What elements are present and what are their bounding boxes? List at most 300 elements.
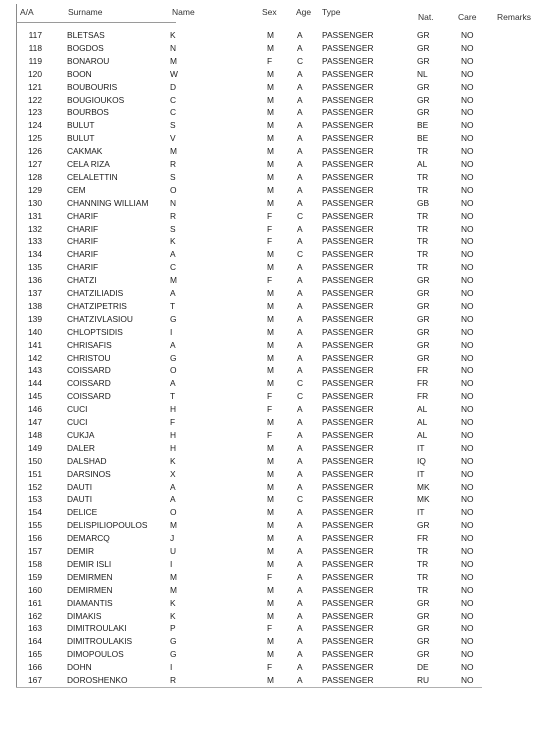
row-sex: F — [267, 429, 273, 440]
row-nationality: GR — [417, 55, 430, 66]
row-name-initial: T — [170, 300, 176, 311]
row-care: NO — [461, 675, 474, 685]
row-name-initial: K — [170, 30, 176, 40]
row-sex: M — [267, 610, 274, 621]
row-number: 140 — [28, 326, 42, 337]
row-care: NO — [461, 520, 474, 531]
row-type: PASSENGER — [322, 262, 374, 273]
row-number: 136 — [28, 275, 42, 286]
row-nationality: GR — [417, 300, 430, 311]
row-nationality: BE — [417, 133, 429, 144]
row-nationality: FR — [417, 391, 429, 402]
row-type: PASSENGER — [322, 675, 374, 685]
row-nationality: GR — [417, 326, 430, 337]
row-nationality: GR — [417, 610, 430, 621]
row-surname: CUKJA — [67, 429, 95, 440]
row-number: 164 — [28, 636, 42, 647]
row-age: A — [297, 352, 303, 363]
row-care: NO — [461, 378, 474, 389]
table-row — [0, 493, 545, 505]
row-age: A — [297, 468, 303, 479]
table-row — [0, 106, 545, 118]
row-number: 142 — [28, 352, 42, 363]
row-name-initial: I — [170, 326, 173, 337]
row-nationality: FR — [417, 533, 429, 544]
table-row — [0, 300, 545, 312]
row-type: PASSENGER — [322, 197, 374, 208]
row-type: PASSENGER — [322, 662, 374, 673]
row-sex: M — [267, 197, 274, 208]
row-care: NO — [461, 249, 474, 260]
row-type: PASSENGER — [322, 597, 374, 608]
row-age: C — [297, 249, 304, 260]
table-row — [0, 442, 545, 454]
row-type: PASSENGER — [322, 249, 374, 260]
table-row — [0, 610, 545, 622]
row-care: NO — [461, 262, 474, 273]
row-age: A — [297, 133, 303, 144]
row-nationality: TR — [417, 184, 429, 195]
row-age: A — [297, 610, 303, 621]
row-surname: CHARIF — [67, 262, 99, 273]
row-sex: M — [267, 300, 274, 311]
row-age: A — [297, 584, 303, 595]
row-age: A — [297, 288, 303, 298]
row-surname: CELALETTIN — [67, 171, 118, 182]
table-row — [0, 506, 545, 518]
row-surname: COISSARD — [67, 378, 111, 389]
row-sex: M — [267, 326, 274, 337]
row-age: A — [297, 597, 303, 608]
row-type: PASSENGER — [322, 404, 374, 415]
row-name-initial: N — [170, 197, 177, 208]
row-sex: M — [267, 468, 274, 479]
row-number: 120 — [28, 68, 42, 79]
row-name-initial: K — [170, 236, 176, 247]
row-type: PASSENGER — [322, 533, 374, 544]
row-type: PASSENGER — [322, 623, 374, 634]
row-sex: M — [267, 481, 274, 492]
row-name-initial: S — [170, 171, 176, 182]
row-sex: M — [267, 365, 274, 376]
row-nationality: GR — [417, 81, 430, 92]
row-age: A — [297, 571, 303, 582]
row-sex: F — [267, 275, 273, 286]
table-row — [0, 352, 545, 364]
row-type: PASSENGER — [322, 339, 374, 350]
row-age: A — [297, 481, 303, 492]
row-name-initial: P — [170, 623, 176, 634]
table-row — [0, 210, 545, 222]
row-care: NO — [461, 558, 474, 569]
row-number: 145 — [28, 391, 42, 402]
row-care: NO — [461, 339, 474, 350]
row-type: PASSENGER — [322, 571, 374, 582]
row-care: NO — [461, 288, 474, 298]
row-number: 119 — [28, 55, 42, 66]
row-age: C — [297, 494, 304, 505]
row-care: NO — [461, 300, 474, 311]
row-sex: F — [267, 391, 273, 402]
row-sex: F — [267, 571, 273, 582]
row-surname: CHRISTOU — [67, 352, 111, 363]
table-row — [0, 68, 545, 80]
row-sex: M — [267, 417, 274, 427]
row-name-initial: C — [170, 107, 177, 118]
row-age: A — [297, 533, 303, 544]
row-name-initial: A — [170, 378, 176, 389]
row-type: PASSENGER — [322, 236, 374, 247]
header-underline — [16, 22, 176, 23]
row-name-initial: W — [170, 68, 178, 79]
row-care: NO — [461, 275, 474, 286]
row-age: A — [297, 30, 303, 40]
row-age: A — [297, 675, 303, 685]
row-name-initial: M — [170, 146, 177, 157]
row-care: NO — [461, 417, 474, 427]
row-surname: BOUBOURIS — [67, 81, 118, 92]
row-type: PASSENGER — [322, 275, 374, 286]
header-remarks: Remarks — [497, 12, 532, 22]
table-row — [0, 416, 545, 428]
row-nationality: TR — [417, 584, 429, 595]
row-type: PASSENGER — [322, 558, 374, 569]
row-type: PASSENGER — [322, 30, 374, 40]
row-surname: CHARIF — [67, 223, 99, 234]
row-number: 165 — [28, 649, 42, 660]
row-nationality: GB — [417, 197, 430, 208]
row-name-initial: S — [170, 223, 176, 234]
row-surname: BOON — [67, 68, 92, 79]
row-age: A — [297, 404, 303, 415]
header-nat: Nat. — [418, 12, 434, 22]
row-type: PASSENGER — [322, 481, 374, 492]
row-surname: CHRISAFIS — [67, 339, 112, 350]
row-type: PASSENGER — [322, 610, 374, 621]
row-age: A — [297, 546, 303, 556]
row-age: A — [297, 339, 303, 350]
table-row — [0, 532, 545, 544]
row-nationality: NL — [417, 68, 428, 79]
header-name: Name — [172, 7, 195, 17]
row-surname: DALSHAD — [67, 455, 107, 466]
row-surname: BOUGIOUKOS — [67, 94, 125, 105]
row-sex: F — [267, 662, 273, 673]
row-sex: M — [267, 494, 274, 505]
row-surname: CHARIF — [67, 236, 99, 247]
row-care: NO — [461, 326, 474, 337]
row-nationality: GR — [417, 313, 430, 324]
table-row — [0, 158, 545, 170]
row-age: A — [297, 68, 303, 79]
row-name-initial: M — [170, 275, 177, 286]
row-sex: M — [267, 107, 274, 118]
row-number: 147 — [28, 417, 42, 427]
row-care: NO — [461, 210, 474, 221]
table-row — [0, 184, 545, 196]
row-care: NO — [461, 662, 474, 673]
table-row — [0, 558, 545, 570]
row-number: 133 — [28, 236, 42, 247]
row-surname: CHARIF — [67, 210, 99, 221]
row-age: A — [297, 649, 303, 660]
row-number: 134 — [28, 249, 42, 260]
row-name-initial: C — [170, 262, 177, 273]
row-nationality: IT — [417, 442, 425, 453]
table-row — [0, 313, 545, 325]
row-sex: M — [267, 649, 274, 660]
row-age: A — [297, 197, 303, 208]
row-care: NO — [461, 107, 474, 118]
row-surname: BOURBOS — [67, 107, 109, 118]
row-care: NO — [461, 81, 474, 92]
row-sex: M — [267, 68, 274, 79]
table-row — [0, 81, 545, 93]
row-number: 123 — [28, 107, 42, 118]
row-care: NO — [461, 68, 474, 79]
row-name-initial: R — [170, 159, 177, 169]
row-nationality: FR — [417, 378, 429, 389]
row-sex: M — [267, 30, 274, 40]
row-number: 159 — [28, 571, 42, 582]
row-surname: COISSARD — [67, 391, 111, 402]
table-row — [0, 584, 545, 596]
row-number: 151 — [28, 468, 42, 479]
row-care: NO — [461, 404, 474, 415]
row-age: A — [297, 662, 303, 673]
table-row — [0, 145, 545, 157]
row-surname: DIMAKIS — [67, 610, 102, 621]
row-sex: M — [267, 558, 274, 569]
row-sex: M — [267, 352, 274, 363]
header-surname: Surname — [68, 7, 103, 17]
row-name-initial: O — [170, 365, 177, 376]
row-age: A — [297, 455, 303, 466]
row-number: 131 — [28, 210, 42, 221]
row-age: A — [297, 623, 303, 634]
row-type: PASSENGER — [322, 300, 374, 311]
row-number: 127 — [28, 159, 42, 169]
table-row — [0, 429, 545, 441]
row-number: 125 — [28, 133, 42, 144]
row-number: 129 — [28, 184, 42, 195]
row-age: C — [297, 210, 304, 221]
row-surname: DELICE — [67, 507, 98, 518]
row-care: NO — [461, 546, 474, 556]
row-sex: M — [267, 597, 274, 608]
row-surname: DAUTI — [67, 494, 93, 505]
row-care: NO — [461, 597, 474, 608]
row-name-initial: C — [170, 94, 177, 105]
row-age: A — [297, 159, 303, 169]
row-name-initial: R — [170, 210, 177, 221]
row-surname: CHATZIPETRIS — [67, 300, 127, 311]
row-surname: DOROSHENKO — [67, 675, 128, 685]
table-row — [0, 274, 545, 286]
row-type: PASSENGER — [322, 223, 374, 234]
row-age: A — [297, 365, 303, 376]
row-type: PASSENGER — [322, 429, 374, 440]
row-sex: M — [267, 339, 274, 350]
row-number: 137 — [28, 288, 42, 298]
row-number: 161 — [28, 597, 42, 608]
row-surname: DEMIR — [67, 546, 94, 556]
row-age: C — [297, 391, 304, 402]
row-number: 139 — [28, 313, 42, 324]
row-age: A — [297, 146, 303, 157]
row-surname: CHANNING WILLIAM — [67, 197, 149, 208]
row-type: PASSENGER — [322, 494, 374, 505]
table-row — [0, 42, 545, 54]
row-age: A — [297, 275, 303, 286]
row-name-initial: F — [170, 417, 176, 427]
table-row — [0, 29, 545, 41]
table-row — [0, 248, 545, 260]
row-nationality: TR — [417, 571, 429, 582]
row-name-initial: K — [170, 610, 176, 621]
table-row — [0, 287, 545, 299]
row-number: 153 — [28, 494, 42, 505]
table-row — [0, 468, 545, 480]
row-sex: M — [267, 507, 274, 518]
row-number: 143 — [28, 365, 42, 376]
row-name-initial: G — [170, 649, 177, 660]
row-nationality: GR — [417, 649, 430, 660]
table-row — [0, 648, 545, 660]
row-surname: CEM — [67, 184, 86, 195]
row-sex: M — [267, 520, 274, 531]
row-age: C — [297, 378, 304, 389]
table-row — [0, 390, 545, 402]
row-number: 144 — [28, 378, 42, 389]
table-row — [0, 481, 545, 493]
header-sex: Sex — [262, 7, 277, 17]
row-type: PASSENGER — [322, 81, 374, 92]
row-sex: M — [267, 533, 274, 544]
row-care: NO — [461, 636, 474, 647]
row-sex: M — [267, 184, 274, 195]
row-surname: DELISPILIOPOULOS — [67, 520, 148, 531]
row-type: PASSENGER — [322, 378, 374, 389]
row-care: NO — [461, 610, 474, 621]
row-care: NO — [461, 494, 474, 505]
row-care: NO — [461, 455, 474, 466]
row-name-initial: M — [170, 55, 177, 66]
row-age: A — [297, 417, 303, 427]
row-care: NO — [461, 365, 474, 376]
row-name-initial: A — [170, 339, 176, 350]
row-name-initial: O — [170, 184, 177, 195]
row-care: NO — [461, 507, 474, 518]
row-nationality: GR — [417, 520, 430, 531]
row-type: PASSENGER — [322, 94, 374, 105]
row-sex: F — [267, 236, 273, 247]
row-number: 162 — [28, 610, 42, 621]
row-type: PASSENGER — [322, 120, 374, 131]
row-name-initial: G — [170, 313, 177, 324]
row-surname: DALER — [67, 442, 95, 453]
row-nationality: GR — [417, 42, 430, 53]
row-type: PASSENGER — [322, 42, 374, 53]
row-type: PASSENGER — [322, 210, 374, 221]
row-sex: M — [267, 120, 274, 131]
row-name-initial: K — [170, 597, 176, 608]
row-surname: CHARIF — [67, 249, 99, 260]
row-name-initial: U — [170, 546, 177, 556]
row-type: PASSENGER — [322, 184, 374, 195]
row-age: A — [297, 262, 303, 273]
row-number: 157 — [28, 546, 42, 556]
row-sex: M — [267, 171, 274, 182]
row-nationality: AL — [417, 429, 428, 440]
row-sex: M — [267, 81, 274, 92]
row-care: NO — [461, 223, 474, 234]
row-care: NO — [461, 184, 474, 195]
row-name-initial: A — [170, 249, 176, 260]
row-name-initial: M — [170, 584, 177, 595]
row-sex: M — [267, 159, 274, 169]
row-nationality: TR — [417, 210, 429, 221]
row-sex: M — [267, 636, 274, 647]
row-name-initial: I — [170, 558, 173, 569]
row-nationality: MK — [417, 494, 430, 505]
row-sex: F — [267, 623, 273, 634]
row-number: 117 — [28, 30, 42, 40]
row-surname: BLETSAS — [67, 30, 105, 40]
row-age: A — [297, 326, 303, 337]
table-row — [0, 455, 545, 467]
row-care: NO — [461, 468, 474, 479]
row-sex: M — [267, 313, 274, 324]
row-name-initial: G — [170, 352, 177, 363]
row-surname: BULUT — [67, 120, 95, 131]
row-surname: CELA RIZA — [67, 159, 110, 169]
table-row — [0, 119, 545, 131]
row-nationality: TR — [417, 262, 429, 273]
row-surname: DEMIRMEN — [67, 584, 113, 595]
row-name-initial: H — [170, 429, 177, 440]
bottom-border-line — [16, 687, 482, 688]
row-age: A — [297, 81, 303, 92]
table-row — [0, 661, 545, 673]
row-name-initial: M — [170, 520, 177, 531]
row-surname: BOGDOS — [67, 42, 104, 53]
row-age: A — [297, 520, 303, 531]
row-care: NO — [461, 146, 474, 157]
row-care: NO — [461, 442, 474, 453]
row-surname: CHATZIVLASIOU — [67, 313, 133, 324]
row-surname: BULUT — [67, 133, 95, 144]
row-sex: F — [267, 210, 273, 221]
row-sex: M — [267, 546, 274, 556]
row-nationality: RU — [417, 675, 430, 685]
row-nationality: AL — [417, 159, 428, 169]
row-nationality: GR — [417, 275, 430, 286]
row-surname: DEMIR ISLI — [67, 558, 112, 569]
row-number: 128 — [28, 171, 42, 182]
row-nationality: AL — [417, 404, 428, 415]
row-care: NO — [461, 352, 474, 363]
row-surname: COISSARD — [67, 365, 111, 376]
row-nationality: GR — [417, 352, 430, 363]
row-care: NO — [461, 42, 474, 53]
row-age: A — [297, 184, 303, 195]
row-nationality: GR — [417, 107, 430, 118]
row-care: NO — [461, 159, 474, 169]
row-type: PASSENGER — [322, 133, 374, 144]
table-row — [0, 171, 545, 183]
table-row — [0, 235, 545, 247]
